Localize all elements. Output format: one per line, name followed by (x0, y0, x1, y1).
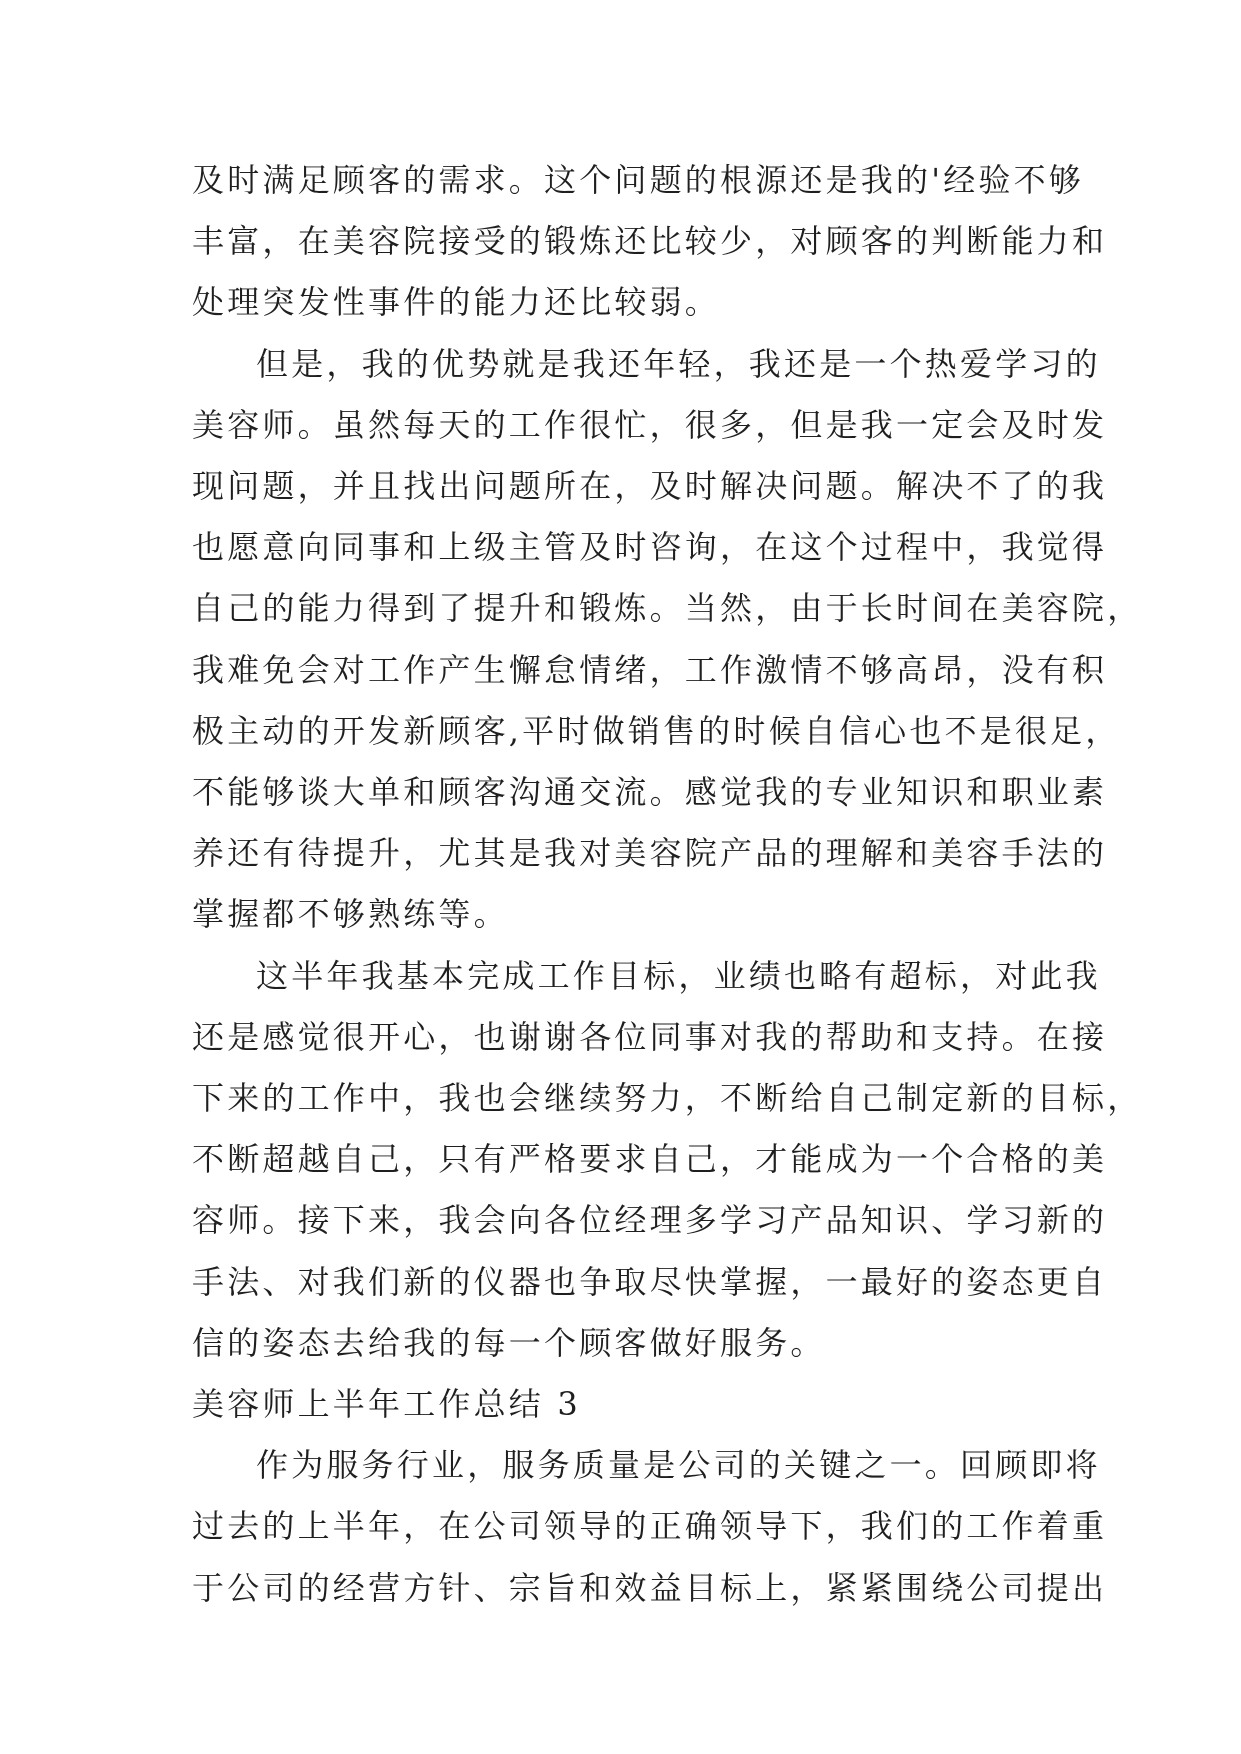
text-line: 及时满足顾客的需求。这个问题的根源还是我的'经验不够 (192, 161, 1084, 199)
document-body (192, 150, 1143, 1619)
paragraph-2 (192, 334, 1143, 946)
section-heading: 美容师上半年工作总结 3 (192, 1385, 581, 1424)
text-line: 下来的工作中，我也会继续努力，不断给自己制定新的目标， (192, 1079, 1143, 1118)
text-line: 这半年我基本完成工作目标，业绩也略有超标，对此我 (256, 956, 1101, 995)
text-line: 但是，我的优势就是我还年轻，我还是一个热爱学习的 (256, 344, 1101, 383)
text-line: 自己的能力得到了提升和锻炼。当然，由于长时间在美容院， (192, 589, 1143, 628)
text-line: 也愿意向同事和上级主管及时咨询，在这个过程中，我觉得 (192, 528, 1108, 567)
text-line: 极主动的开发新顾客,平时做销售的时候自信心也不是很足， (192, 711, 1121, 750)
text-line: 养还有待提升，尤其是我对美容院产品的理解和美容手法的 (192, 834, 1108, 873)
text-line: 处理突发性事件的能力还比较弱。 (192, 283, 721, 322)
text-line: 美容师。虽然每天的工作很忙，很多，但是我一定会及时发 (192, 405, 1108, 444)
text-line: 不断超越自己，只有严格要求自己，才能成为一个合格的美 (192, 1140, 1108, 1179)
text-line: 还是感觉很开心，也谢谢各位同事对我的帮助和支持。在接 (192, 1017, 1108, 1056)
text-line: 掌握都不够熟练等。 (192, 895, 509, 934)
text-line: 丰富，在美容院接受的锻炼还比较少，对顾客的判断能力和 (192, 222, 1108, 261)
text-line: 手法、对我们新的仪器也争取尽快掌握，一最好的姿态更自 (192, 1262, 1108, 1301)
text-line: 于公司的经营方针、宗旨和效益目标上，紧紧围绕公司提出 (192, 1568, 1108, 1607)
paragraph-3 (192, 946, 1143, 1374)
paragraph-4 (192, 1435, 1108, 1619)
text-line: 信的姿态去给我的每一个顾客做好服务。 (192, 1323, 826, 1362)
text-line: 不能够谈大单和顾客沟通交流。感觉我的专业知识和职业素 (192, 773, 1108, 812)
paragraph-1 (192, 150, 1108, 334)
text-line: 作为服务行业，服务质量是公司的关键之一。回顾即将 (256, 1446, 1101, 1485)
text-line: 我难免会对工作产生懈怠情绪，工作激情不够高昂，没有积 (192, 650, 1108, 689)
text-line: 容师。接下来，我会向各位经理多学习产品知识、学习新的 (192, 1201, 1108, 1240)
text-line: 过去的上半年，在公司领导的正确领导下，我们的工作着重 (192, 1507, 1108, 1546)
text-line: 现问题，并且找出问题所在，及时解决问题。解决不了的我 (192, 467, 1108, 506)
